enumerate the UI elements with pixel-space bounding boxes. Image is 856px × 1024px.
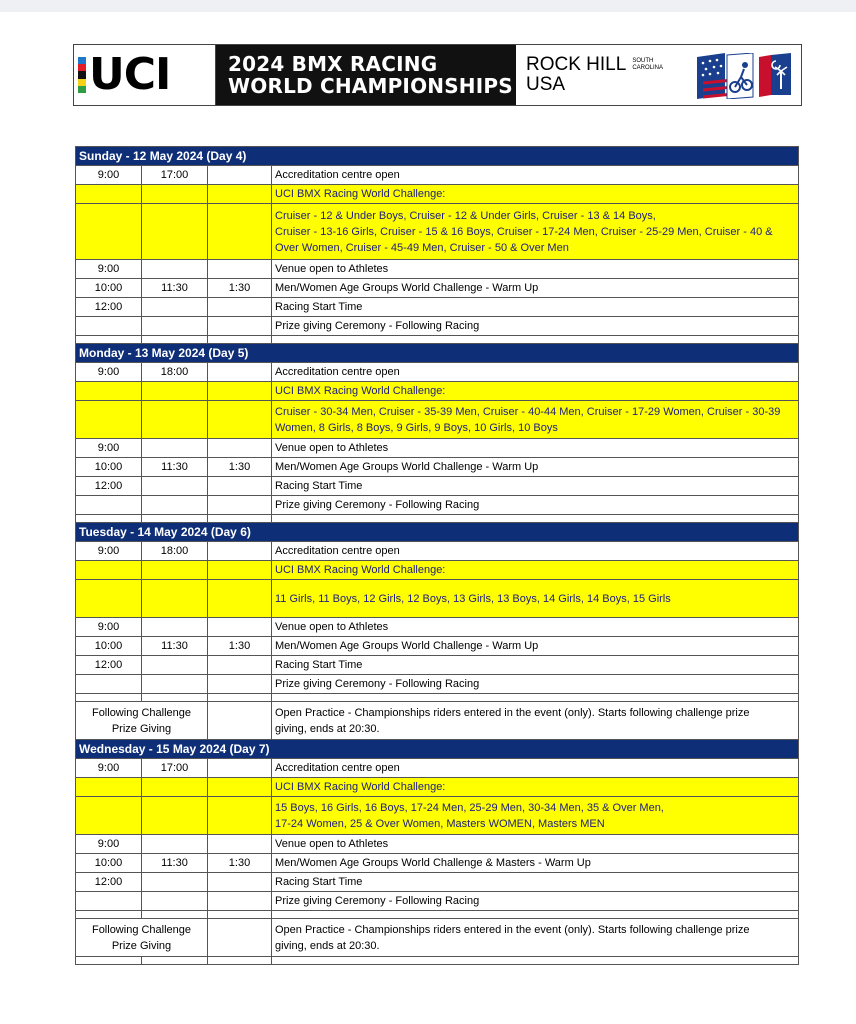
day-header — [76, 740, 799, 759]
table-row — [76, 835, 799, 854]
day-title: Wednesday - 15 May 2024 (Day 7) — [76, 740, 799, 759]
table-row — [76, 618, 799, 637]
table-row — [76, 561, 799, 580]
activity: Racing Start Time — [272, 873, 799, 892]
title-line-2: WORLD CHAMPIONSHIPS — [228, 74, 513, 98]
activity: Men/Women Age Groups World Challenge - Warm Up — [272, 279, 799, 298]
table-row — [76, 919, 799, 957]
venue-state: SOUTH CAROLINA — [632, 58, 663, 71]
start-time: 9:00 — [76, 835, 142, 854]
table-row — [76, 759, 799, 778]
table-row — [76, 401, 799, 439]
spacer-row — [76, 694, 799, 702]
table-row — [76, 892, 799, 911]
table-row — [76, 204, 799, 260]
table-row — [76, 260, 799, 279]
table-row — [76, 702, 799, 740]
table-row — [76, 317, 799, 336]
table-row — [76, 439, 799, 458]
table-row — [76, 854, 799, 873]
table-row — [76, 873, 799, 892]
activity: Accreditation centre open — [272, 363, 799, 382]
second-time: 11:30 — [142, 854, 208, 873]
table-row — [76, 477, 799, 496]
event-banner — [73, 44, 802, 106]
challenge-title: UCI BMX Racing World Challenge: — [272, 185, 799, 204]
challenge-title: UCI BMX Racing World Challenge: — [272, 561, 799, 580]
activity: Men/Women Age Groups World Challenge - Warm Up — [272, 637, 799, 656]
start-time: 9:00 — [76, 618, 142, 637]
venue-block — [516, 45, 801, 105]
uci-logo — [74, 45, 216, 105]
start-time: 9:00 — [76, 166, 142, 185]
venue-city: ROCK HILL — [526, 54, 627, 75]
second-time: 11:30 — [142, 458, 208, 477]
uci-logo-text: UCI — [89, 49, 171, 100]
practice-when: Following Challenge Prize Giving — [76, 702, 208, 740]
activity: Venue open to Athletes — [272, 439, 799, 458]
event-title — [216, 45, 516, 105]
start-time: 9:00 — [76, 260, 142, 279]
start-time: 10:00 — [76, 637, 142, 656]
venue-country: USA — [526, 74, 566, 95]
day-header — [76, 147, 799, 166]
schedule-table — [75, 146, 799, 965]
table-row — [76, 458, 799, 477]
start-time: 10:00 — [76, 458, 142, 477]
spacer-row — [76, 336, 799, 344]
practice-description: Open Practice - Championships riders entered in the event (only). Starts following challenge prize giving, ends at 20:30. — [272, 702, 799, 740]
start-time: 9:00 — [76, 439, 142, 458]
third-time: 1:30 — [208, 279, 272, 298]
table-row — [76, 656, 799, 675]
spacer-row — [76, 957, 799, 965]
end-time: 18:00 — [142, 363, 208, 382]
day-header — [76, 344, 799, 363]
challenge-categories: Cruiser - 12 & Under Boys, Cruiser - 12 & Under Girls, Cruiser - 13 & 14 Boys, Cruiser - 13-16 Girls, Cruiser - 15 & 16 Boys, Cruiser - 17-24 Men, Cruiser - 25-29 Men, Cruiser - 40 & Over Women, Cruiser - 45-49 Men, Cruiser - 50 & Over Men — [272, 204, 799, 260]
table-row — [76, 279, 799, 298]
activity: Venue open to Athletes — [272, 618, 799, 637]
start-time: 9:00 — [76, 363, 142, 382]
challenge-categories: Cruiser - 30-34 Men, Cruiser - 35-39 Men, Cruiser - 40-44 Men, Cruiser - 17-29 Women, Cruiser - 30-39 Women, 8 Girls, 8 Boys, 9 Girls, 9 Boys, 10 Girls, 10 Boys — [272, 401, 799, 439]
start-time: 10:00 — [76, 279, 142, 298]
table-row — [76, 382, 799, 401]
day-header — [76, 523, 799, 542]
day-title: Tuesday - 14 May 2024 (Day 6) — [76, 523, 799, 542]
table-row — [76, 166, 799, 185]
table-row — [76, 298, 799, 317]
start-time: 12:00 — [76, 477, 142, 496]
end-time: 17:00 — [142, 759, 208, 778]
challenge-categories: 15 Boys, 16 Girls, 16 Boys, 17-24 Men, 25-29 Men, 30-34 Men, 35 & Over Men, 17-24 Women, 25 & Over Women, Masters WOMEN, Masters MEN — [272, 797, 799, 835]
table-row — [76, 185, 799, 204]
start-time: 12:00 — [76, 298, 142, 317]
challenge-title: UCI BMX Racing World Challenge: — [272, 382, 799, 401]
challenge-title: UCI BMX Racing World Challenge: — [272, 778, 799, 797]
third-time: 1:30 — [208, 458, 272, 477]
table-row — [76, 797, 799, 835]
spacer-row — [76, 911, 799, 919]
activity: Prize giving Ceremony - Following Racing — [272, 892, 799, 911]
title-line-1: 2024 BMX RACING — [228, 52, 438, 76]
activity: Accreditation centre open — [272, 166, 799, 185]
table-row — [76, 496, 799, 515]
top-bar — [0, 0, 856, 12]
table-row — [76, 637, 799, 656]
day-title: Monday - 13 May 2024 (Day 5) — [76, 344, 799, 363]
activity: Men/Women Age Groups World Challenge - Warm Up — [272, 458, 799, 477]
start-time: 12:00 — [76, 873, 142, 892]
start-time: 9:00 — [76, 542, 142, 561]
start-time: 12:00 — [76, 656, 142, 675]
table-row — [76, 778, 799, 797]
practice-when: Following Challenge Prize Giving — [76, 919, 208, 957]
end-time: 18:00 — [142, 542, 208, 561]
rock-hill-flag-logo-icon — [697, 53, 793, 99]
day-title: Sunday - 12 May 2024 (Day 4) — [76, 147, 799, 166]
activity: Racing Start Time — [272, 656, 799, 675]
activity: Men/Women Age Groups World Challenge & Masters - Warm Up — [272, 854, 799, 873]
table-row — [76, 542, 799, 561]
start-time: 10:00 — [76, 854, 142, 873]
third-time: 1:30 — [208, 854, 272, 873]
activity: Prize giving Ceremony - Following Racing — [272, 496, 799, 515]
table-row — [76, 580, 799, 618]
activity: Venue open to Athletes — [272, 835, 799, 854]
third-time: 1:30 — [208, 637, 272, 656]
challenge-categories: 11 Girls, 11 Boys, 12 Girls, 12 Boys, 13 Girls, 13 Boys, 14 Girls, 14 Boys, 15 Girls — [272, 580, 799, 618]
practice-description: Open Practice - Championships riders entered in the event (only). Starts following challenge prize giving, ends at 20:30. — [272, 919, 799, 957]
activity: Accreditation centre open — [272, 759, 799, 778]
spacer-row — [76, 515, 799, 523]
activity: Accreditation centre open — [272, 542, 799, 561]
second-time: 11:30 — [142, 637, 208, 656]
activity: Prize giving Ceremony - Following Racing — [272, 675, 799, 694]
second-time: 11:30 — [142, 279, 208, 298]
activity: Prize giving Ceremony - Following Racing — [272, 317, 799, 336]
activity: Racing Start Time — [272, 477, 799, 496]
activity: Venue open to Athletes — [272, 260, 799, 279]
start-time: 9:00 — [76, 759, 142, 778]
table-row — [76, 675, 799, 694]
activity: Racing Start Time — [272, 298, 799, 317]
rainbow-stripes-icon — [78, 57, 86, 93]
table-row — [76, 363, 799, 382]
end-time: 17:00 — [142, 166, 208, 185]
